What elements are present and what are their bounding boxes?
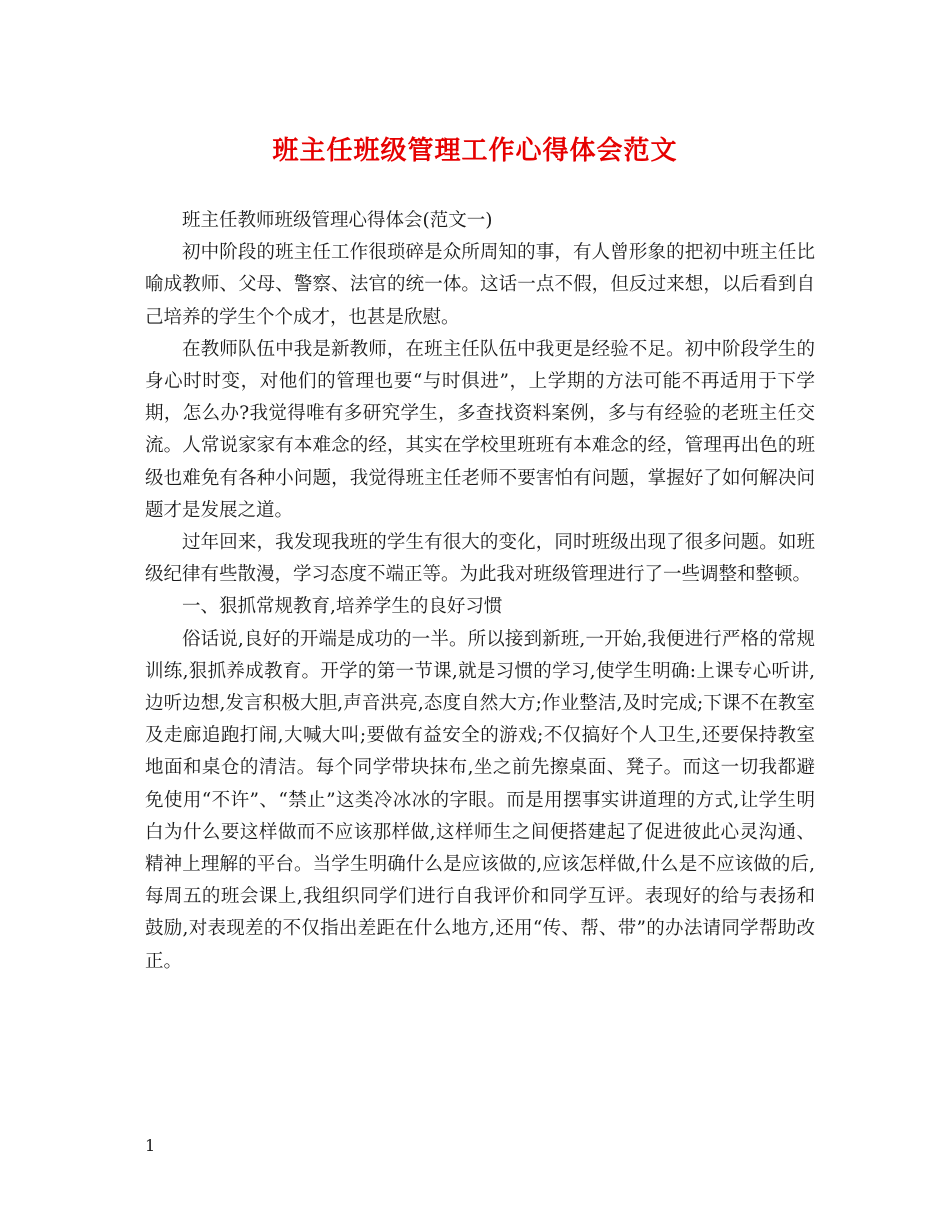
section-heading: 一、狠抓常规教育,培养学生的良好习惯 (182, 596, 503, 618)
page-number: 1 (145, 1136, 156, 1155)
document-body (145, 205, 815, 978)
subtitle-paragraph: 班主任教师班级管理心得体会(范文一) (182, 210, 493, 231)
body-paragraph: 过年回来，我发现我班的学生有很大的变化，同时班级出现了很多问题。如班级纪律有些散漫，学习态度不端正等。为此我对班级管理进行了一些调整和整顿。 (145, 532, 815, 586)
body-paragraph: 在教师队伍中我是新教师，在班主任队伍中我更是经验不足。初中阶段学生的身心时时变，对他们的管理也要“与时俱进”，上学期的方法可能不再适用于下学期，怎么办?我觉得唯有多研究学生，多查找资料案例，多与有经验的老班主任交流。人常说家家有本难念的经，其实在学校里班班有本难念的经，管理再出色的班级也难免有各种小问题，我觉得班主任老师不要害怕有问题，掌握好了如何解决问题才是发展之道。 (145, 338, 815, 521)
body-paragraph: 俗话说,良好的开端是成功的一半。所以接到新班,一开始,我便进行严格的常规训练,狠抓养成教育。开学的第一节课,就是习惯的学习,使学生明确:上课专心听讲,边听边想,发言积极大胆,声音洪亮,态度自然大方;作业整洁,及时完成;下课不在教室及走廊追跑打闹,大喊大叫;要做有益安全的游戏;不仅搞好个人卫生,还要保持教室地面和桌仓的清洁。每个同学带块抹布,坐之前先擦桌面、凳子。而这一切我都避免使用“不许”、“禁止”这类冷冰冰的字眼。而是用摆事实讲道理的方式,让学生明白为什么要这样做而不应该那样做,这样师生之间便搭建起了促进彼此心灵沟通、精神上理解的平台。当学生明确什么是应该做的,应该怎样做,什么是不应该做的后,每周五的班会课上,我组织同学们进行自我评价和同学互评。表现好的给与表扬和鼓励,对表现差的不仅指出差距在什么地方,还用“传、帮、带”的办法请同学帮助改正。 (145, 628, 815, 972)
document-title: 班主任班级管理工作心得体会范文 (272, 136, 678, 166)
body-paragraph: 初中阶段的班主任工作很琐碎是众所周知的事，有人曾形象的把初中班主任比喻成教师、父母、警察、法官的统一体。这话一点不假，但反过来想，以后看到自己培养的学生个个成才，也甚是欣慰。 (145, 242, 815, 328)
